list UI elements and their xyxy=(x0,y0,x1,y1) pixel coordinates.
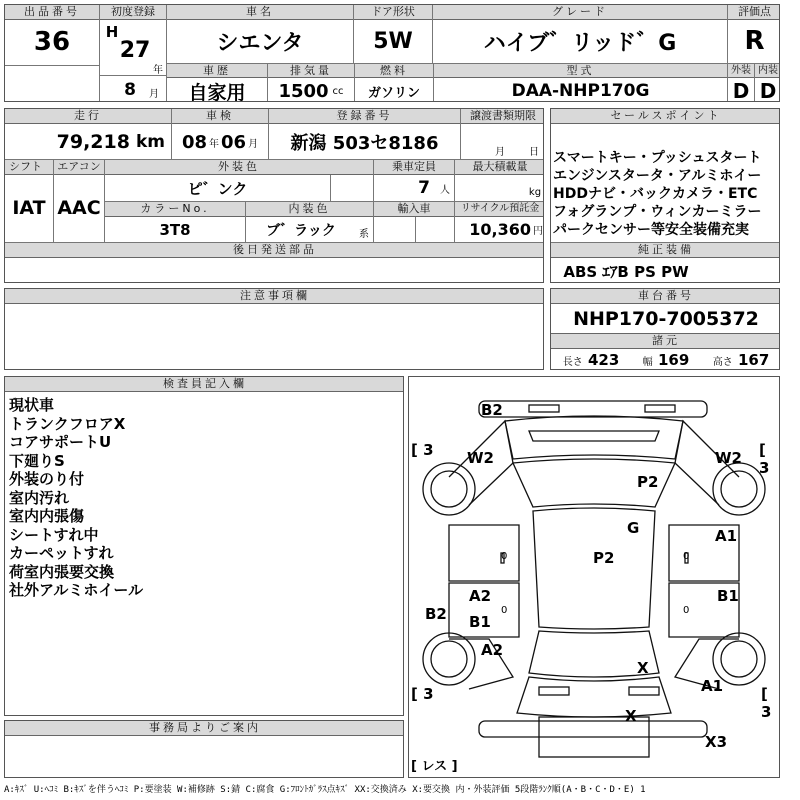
mileage-label: 走行 xyxy=(5,109,171,124)
inspector-note: 社外アルミホイール xyxy=(9,581,144,599)
fuel: ガソリン xyxy=(367,85,420,101)
damage-mark: 0 xyxy=(501,605,508,616)
inspection xyxy=(172,125,268,159)
score-label: 評価点 xyxy=(728,5,780,20)
recycle-unit: 円 xyxy=(533,226,543,237)
grade: ハイブ゛リッド゛G xyxy=(483,30,677,56)
damage-mark: A2 xyxy=(469,587,492,605)
capacity xyxy=(374,175,454,201)
load-unit: kg xyxy=(528,186,542,198)
history-label: 車歴 xyxy=(167,64,267,78)
sales-line: スマートキー・プッシュスタート xyxy=(553,150,762,166)
inspector-note: シートすれ中 xyxy=(9,525,99,544)
displacement xyxy=(268,79,354,102)
width: 169 xyxy=(657,351,690,369)
inspector-note: 下廻りS xyxy=(9,451,65,470)
length-label: 長さ xyxy=(562,357,583,368)
shift-label: シフト xyxy=(5,160,53,175)
model: DAA-NHP170G xyxy=(511,81,650,101)
sales-points-block xyxy=(550,108,780,283)
height: 167 xyxy=(737,351,770,369)
recycle-value: 10,360 xyxy=(469,220,531,239)
int-color-unit: 系 xyxy=(359,228,369,239)
sales-line: エンジンスタータ・アルミホイー xyxy=(553,168,762,184)
ext-color-label: 外装色 xyxy=(105,160,373,175)
damage-mark: P2 xyxy=(593,549,615,567)
first-reg-label: 初度登録 xyxy=(100,5,166,20)
damage-mark: X3 xyxy=(705,733,728,751)
inspection-label: 車検 xyxy=(172,109,268,124)
inspector-note: トランクフロアX xyxy=(9,414,126,433)
int-grade: D xyxy=(759,79,777,102)
damage-mark: B2 xyxy=(425,605,447,623)
inspector-note: 外装のり付 xyxy=(9,470,85,488)
caution-block xyxy=(4,288,544,370)
sales-label: セールスポイント xyxy=(551,109,780,124)
tire-left-bottom: [ 3 xyxy=(411,685,434,703)
damage-mark: W2 xyxy=(467,449,494,467)
insp-month: 06 xyxy=(221,131,247,153)
dims xyxy=(551,349,780,370)
inspector-label: 検査員記入欄 xyxy=(5,377,404,392)
fuel-label: 燃料 xyxy=(355,64,433,78)
reg-month-unit: 月 xyxy=(149,88,159,99)
capacity-unit: 人 xyxy=(440,184,450,196)
mileage-value: 79,218 xyxy=(56,131,130,153)
grade-label: グレード xyxy=(433,5,727,20)
equipment-label: 純正装備 xyxy=(551,243,780,258)
window-status: [ レス ] xyxy=(411,759,458,774)
office-block xyxy=(4,720,404,778)
damage-mark: 0 xyxy=(683,551,690,562)
inspector-note: 室内汚れ xyxy=(9,488,70,507)
history: 自家用 xyxy=(188,81,246,102)
car-name: シエンタ xyxy=(216,30,304,56)
damage-mark: 0 xyxy=(501,551,508,562)
reg-year: 27 xyxy=(119,37,151,63)
damage-mark: B1 xyxy=(717,587,739,605)
equipment: ABS ｴｱB PS PW xyxy=(563,262,689,281)
door-type: 5W xyxy=(373,28,413,54)
sales-line: パークセンサー等安全装備充実 xyxy=(553,222,749,238)
inspector-note: コアサポートU xyxy=(9,433,112,451)
door-label: ドア形状 xyxy=(354,5,432,20)
inspector-note: 室内内張傷 xyxy=(9,507,85,525)
damage-mark: A1 xyxy=(701,677,724,695)
mileage xyxy=(5,125,171,159)
sales-line: HDDナビ・バックカメラ・ETC xyxy=(553,186,758,202)
damage-mark: B2 xyxy=(481,401,503,419)
plate-label: 登録番号 xyxy=(269,109,460,124)
office-label: 事務局よりご案内 xyxy=(5,721,404,736)
insp-year: 08 xyxy=(181,131,207,153)
tire-right-top: [ 3 xyxy=(759,441,770,477)
sales-line: フォグランプ・ウィンカーミラー xyxy=(553,204,762,220)
car-diagram xyxy=(408,376,780,778)
int-label: 内装 xyxy=(755,64,780,78)
chassis-block xyxy=(550,288,780,370)
later-parts-label: 後日発送部品 xyxy=(5,243,544,258)
chassis-label: 車台番号 xyxy=(551,289,780,304)
ac: AAC xyxy=(57,197,101,219)
inspector-note: 現状車 xyxy=(9,396,55,414)
car-name-label: 車名 xyxy=(167,5,353,20)
reg-month: 8 xyxy=(124,81,136,99)
tire-left-top: [ 3 xyxy=(411,441,434,459)
inspector-block xyxy=(4,376,404,716)
insp-month-unit: 月 xyxy=(248,138,259,150)
int-color: ブ゛ラック xyxy=(266,222,336,239)
displacement-value: 1500 xyxy=(278,80,329,102)
damage-mark: P2 xyxy=(637,473,659,491)
ac-label: エアコン xyxy=(54,160,104,175)
inspector-note: カーペットすれ xyxy=(9,544,114,562)
transfer-day-unit: 日 xyxy=(529,146,539,157)
caution-label: 注意事項欄 xyxy=(5,289,544,304)
header-block xyxy=(4,4,780,102)
transfer-month-unit: 月 xyxy=(495,146,505,157)
mileage-unit: km xyxy=(135,132,165,152)
details-block xyxy=(4,108,544,283)
car-outline xyxy=(409,377,779,777)
recycle-label: リサイクル預託金 xyxy=(455,202,544,217)
insp-year-unit: 年 xyxy=(209,138,219,150)
damage-mark: X xyxy=(637,659,649,677)
inspector-note: 荷室内張要交換 xyxy=(9,562,115,581)
color-no: 3T8 xyxy=(159,220,191,239)
height-label: 高さ xyxy=(712,357,733,368)
lot-label: 出品番号 xyxy=(5,5,99,20)
int-color-label: 内装色 xyxy=(246,202,373,217)
capacity-label: 乗車定員 xyxy=(374,160,454,175)
dims-label: 諸元 xyxy=(551,333,780,349)
color-no-label: カラーNo. xyxy=(105,202,245,217)
damage-mark: W2 xyxy=(715,449,742,467)
damage-mark: A2 xyxy=(481,641,504,659)
damage-mark: 0 xyxy=(683,605,690,616)
tire-right-bottom: [ 3 xyxy=(761,685,772,721)
damage-mark: A1 xyxy=(715,527,738,545)
displacement-label: 排気量 xyxy=(268,64,354,78)
displacement-unit: cc xyxy=(332,85,344,97)
plate: 新潟 503セ8186 xyxy=(290,133,439,154)
import-label: 輸入車 xyxy=(374,202,454,217)
recycle xyxy=(455,217,544,242)
damage-mark: X xyxy=(625,707,637,725)
reg-year-unit: 年 xyxy=(153,64,163,75)
ext-grade: D xyxy=(732,79,750,102)
lot-number: 36 xyxy=(33,27,71,57)
model-label: 型式 xyxy=(434,64,727,78)
shift: IAT xyxy=(12,197,46,219)
era: H xyxy=(105,23,119,41)
transfer-label: 譲渡書類期限 xyxy=(461,109,544,124)
damage-mark: G xyxy=(627,519,640,537)
legend: A:ｷｽﾞ U:ﾍｺﾐ B:ｷｽﾞを伴うﾍｺﾐ P:要塗装 W:補修跡 S:錆 C:腐食 G:ﾌﾛﾝﾄｶﾞﾗｽ点ｷｽﾞ XX:交換済み X:要交換 内・外装評価 5段階ﾗﾝｸ順(A・B・C・D・E) 1 xyxy=(4,785,646,795)
capacity-value: 7 xyxy=(418,178,430,198)
score: R xyxy=(744,26,765,56)
chassis-number: NHP170-7005372 xyxy=(573,308,759,330)
ext-label: 外装 xyxy=(728,64,754,78)
load-label: 最大積載量 xyxy=(455,160,544,175)
ext-color: ピ゛ンク xyxy=(187,179,248,198)
damage-mark: B1 xyxy=(469,613,491,631)
width-label: 幅 xyxy=(642,357,653,368)
length: 423 xyxy=(587,351,620,369)
